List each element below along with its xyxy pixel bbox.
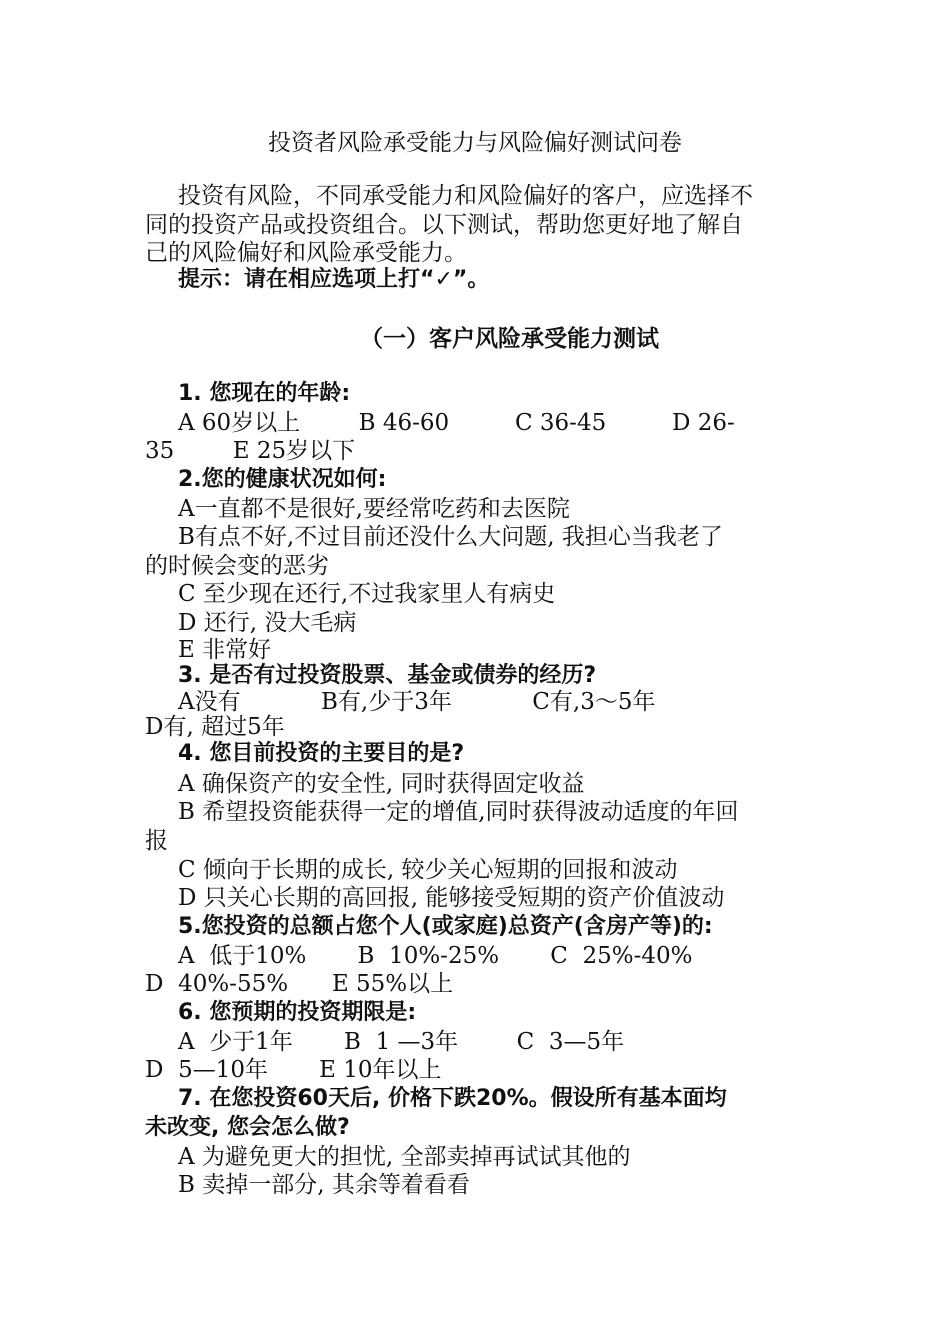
question-1: 1. 您现在的年龄: [178, 381, 351, 406]
option-line: D 还行, 没大毛病 [178, 610, 357, 636]
option-line: A 低于10% B 10%-25% C 25%-40% [178, 943, 693, 969]
option-line: A 确保资产的安全性, 同时获得固定收益 [178, 771, 585, 797]
document-title: 投资者风险承受能力与风险偏好测试问卷 [268, 130, 682, 156]
option-line: A 少于1年 B 1 —3年 C 3—5年 [178, 1029, 625, 1055]
hint-line: 提示：请在相应选项上打“✓”。 [178, 267, 490, 292]
intro-line: 己的风险偏好和风险承受能力。 [145, 240, 467, 266]
question-2: 2.您的健康状况如何: [178, 467, 387, 492]
option-line: D有, 超过5年 [145, 714, 285, 740]
option-line: C 倾向于长期的成长, 较少关心短期的回报和波动 [178, 857, 678, 883]
question-5: 5.您投资的总额占您个人(或家庭)总资产(含房产等)的: [178, 914, 713, 939]
option-line: A 60岁以上 B 46-60 C 36-45 D 26- [178, 410, 735, 436]
option-line: B有点不好,不过目前还没什么大问题, 我担心当我老了 [178, 524, 723, 550]
option-line: A一直都不是很好,要经常吃药和去医院 [178, 496, 570, 522]
question-7-cont: 未改变, 您会怎么做? [145, 1115, 350, 1140]
option-line: D 只关心长期的高回报, 能够接受短期的资产价值波动 [178, 885, 725, 911]
option-line: A没有 B有,少于3年 C有,3～5年 [178, 689, 656, 715]
question-3: 3. 是否有过投资股票、基金或债券的经历? [178, 663, 597, 688]
question-6: 6. 您预期的投资期限是: [178, 1000, 417, 1025]
option-line: D 5—10年 E 10年以上 [145, 1057, 442, 1083]
question-4: 4. 您目前投资的主要目的是? [178, 741, 465, 766]
option-line: E 非常好 [178, 637, 272, 663]
option-line: C 至少现在还行,不过我家里人有病史 [178, 581, 556, 607]
option-line: 报 [145, 828, 168, 854]
option-line: A 为避免更大的担忧, 全部卖掉再试试其他的 [178, 1144, 631, 1170]
option-line: B 希望投资能获得一定的增值,同时获得波动适度的年回 [178, 799, 739, 825]
section-title: （一）客户风险承受能力测试 [360, 326, 659, 352]
option-line: D 40%-55% E 55%以上 [145, 971, 454, 997]
option-line: B 卖掉一部分, 其余等着看看 [178, 1172, 470, 1198]
intro-line: 同的投资产品或投资组合。以下测试，帮助您更好地了解自 [145, 212, 743, 238]
option-line: 35 E 25岁以下 [145, 438, 356, 464]
intro-line: 投资有风险，不同承受能力和风险偏好的客户，应选择不 [178, 183, 753, 209]
option-line: 的时候会变的恶劣 [145, 553, 329, 579]
question-7: 7. 在您投资60天后, 价格下跌20%。假设所有基本面均 [178, 1086, 727, 1111]
